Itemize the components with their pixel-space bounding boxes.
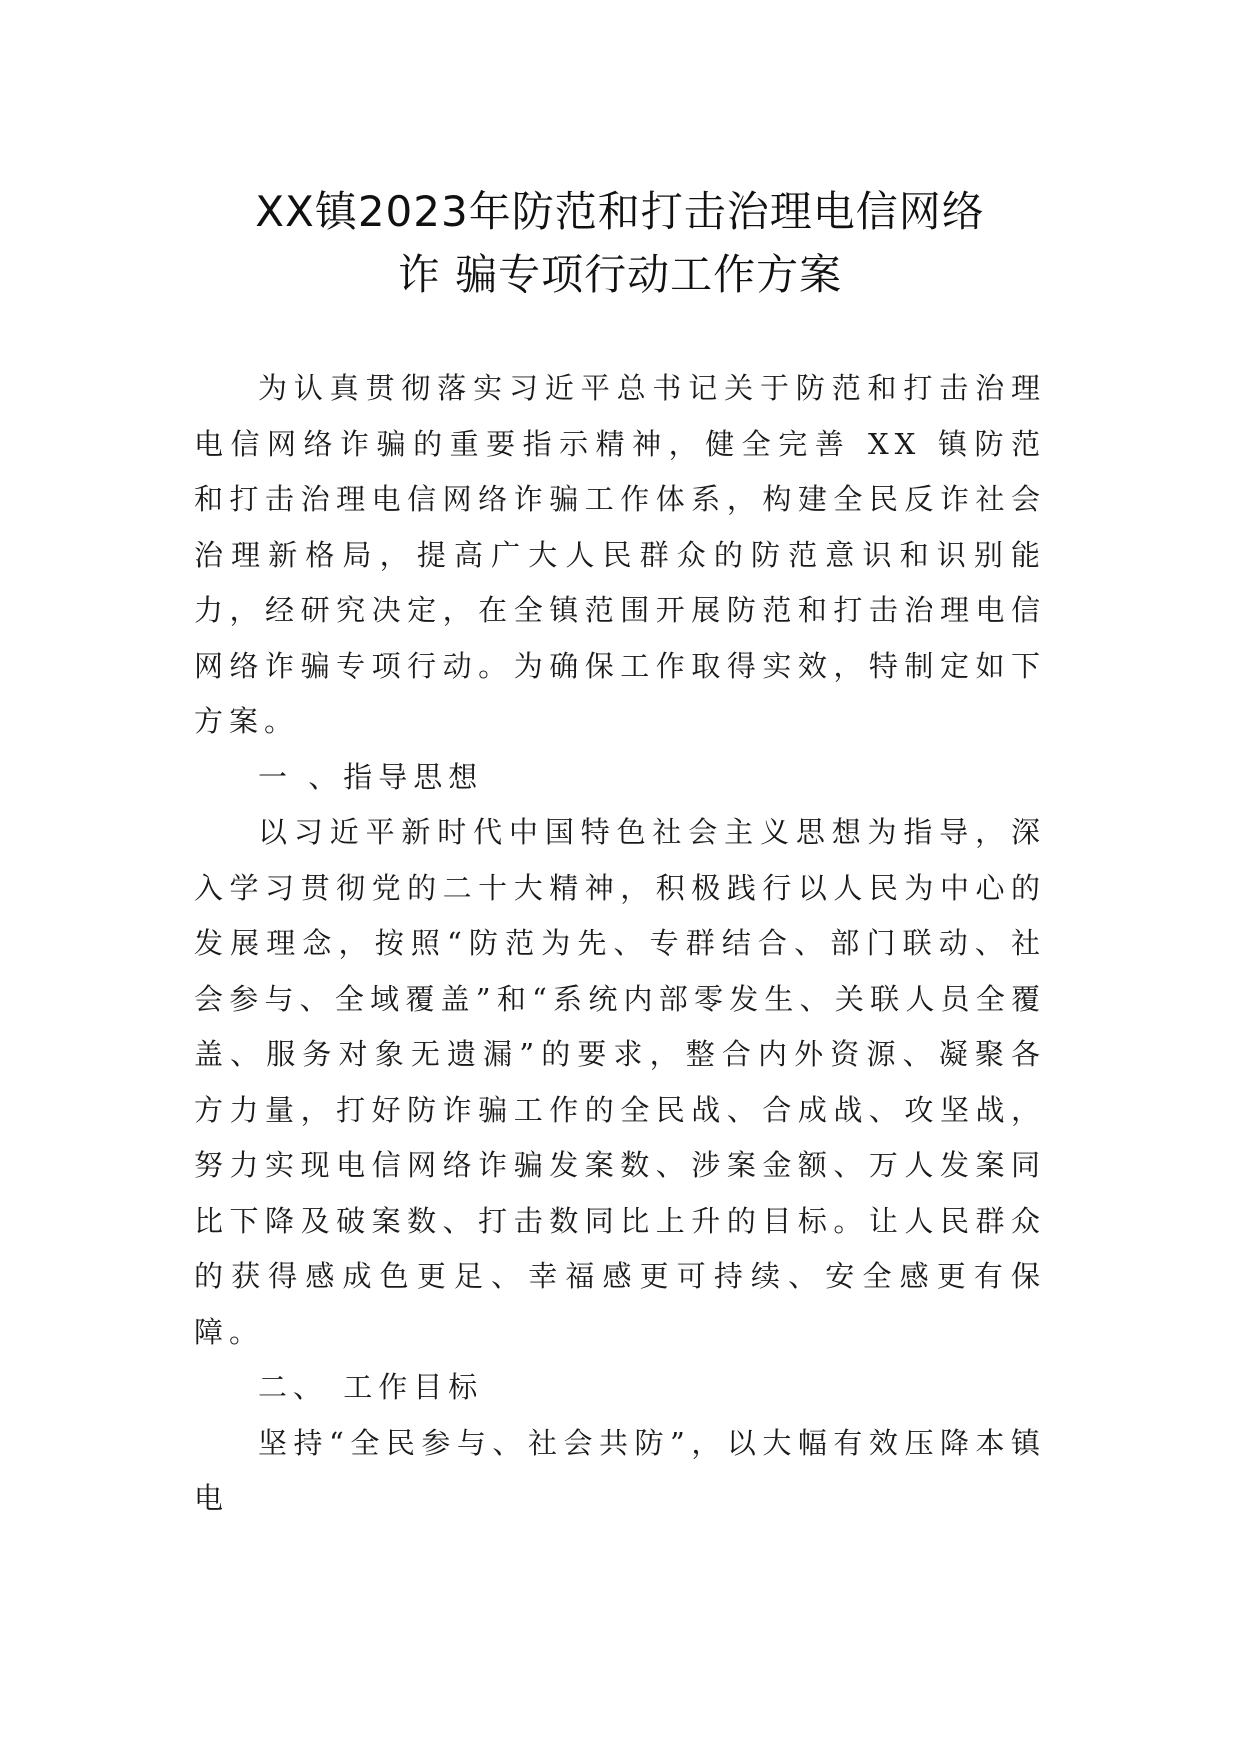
section-heading-work-goals: 二、 工作目标 <box>258 1370 484 1404</box>
guiding-thought-paragraph: 以习近平新时代中国特色社会主义思想为指导，深入学习贯彻党的二十大精神，积极践行以人民为中心的发展理念，按照“防范为先、专群结合、部门联动、社会参与、全域覆盖”和“系统内部零发生、关联人员全覆盖、服务对象无遗漏”的要求，整合内外资源、凝聚各方力量，打好防诈骗工作的全民战、合成战、攻坚战，努力实现电信网络诈骗发案数、涉案金额、万人发案同比下降及破案数、打击数同比上升的目标。让人民群众的获得感成色更足、幸福感更可持续、安全感更有保障。 <box>194 815 1046 1349</box>
work-goals-paragraph: 坚持“全民参与、社会共防”，以大幅有效压降本镇电 <box>194 1425 1046 1515</box>
document-body <box>194 361 1046 1527</box>
document-title-line-1: XX镇2023年防范和打击治理电信网络 <box>255 187 985 236</box>
section-heading-guiding-thought: 一 、指导思想 <box>258 759 484 794</box>
document-title-line-2: 诈 骗专项行动工作方案 <box>397 250 843 299</box>
intro-paragraph: 为认真贯彻落实习近平总书记关于防范和打击治理电信网络诈骗的重要指示精神，健全完善 XX 镇防范和打击治理电信网络诈骗工作体系，构建全民反诈社会治理新格局，提高广大人民群众的防范意识和识别能力，经研究决定，在全镇范围开展防范和打击治理电信网络诈骗专项行动。为确保工作取得实效，特制定如下方案。 <box>194 371 1046 738</box>
